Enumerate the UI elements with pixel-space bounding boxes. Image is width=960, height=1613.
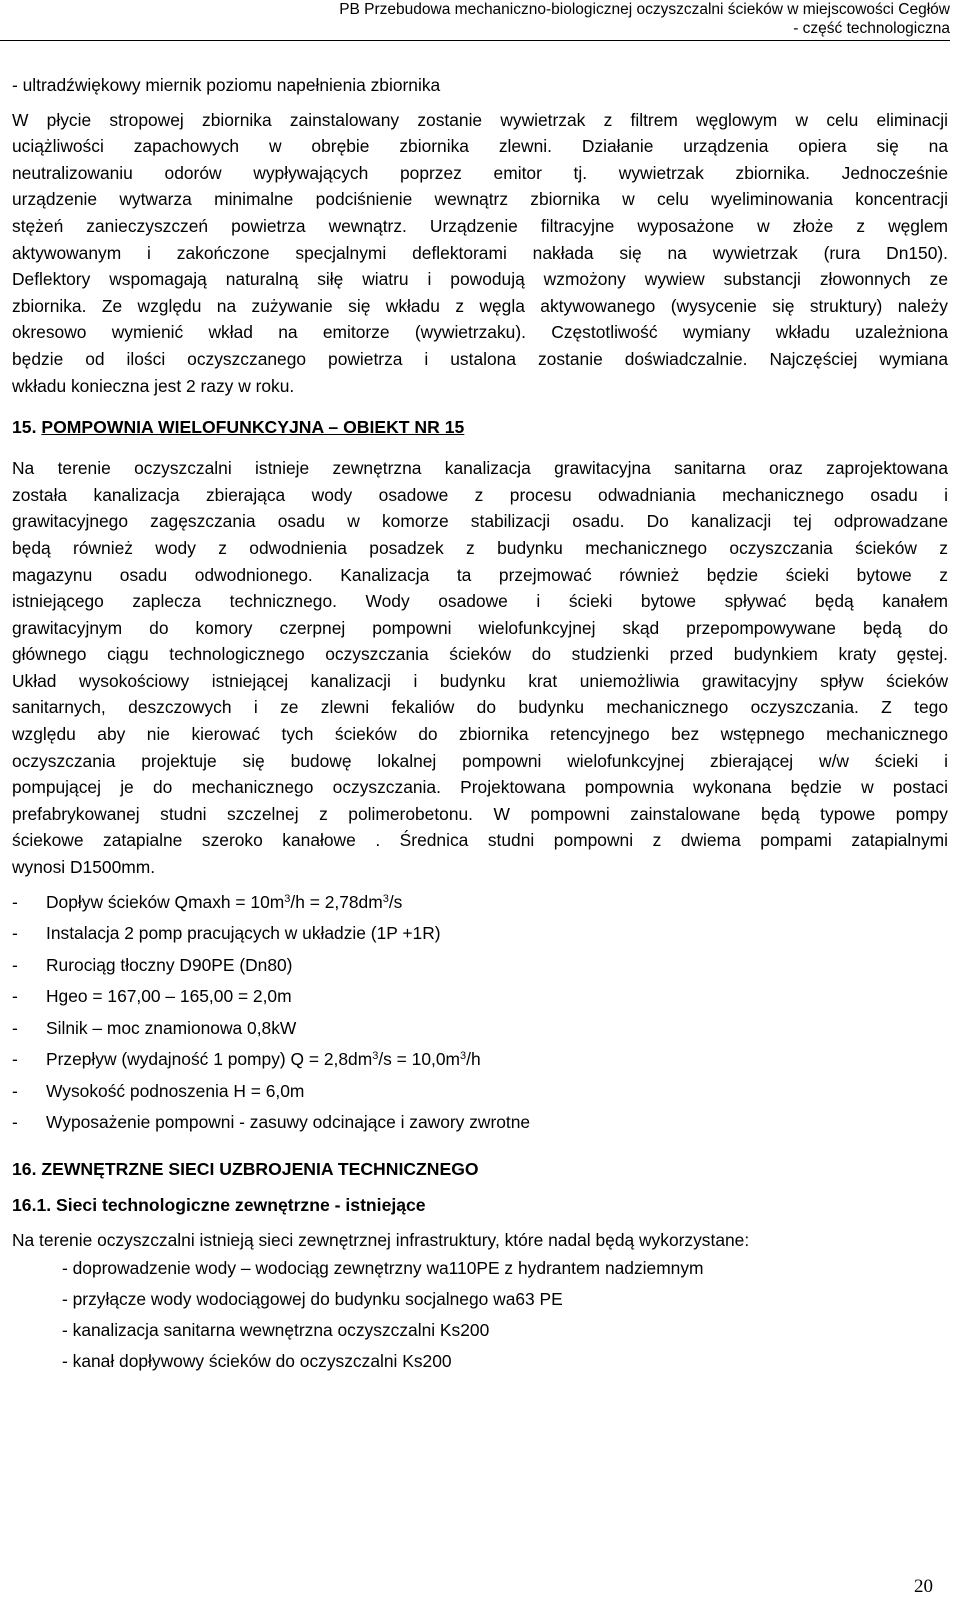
paragraph-line: prefabrykowanej studni szczelnej z polimerobetonu. W pompowni zainstalowane będą typowe pompy	[12, 803, 948, 824]
document-body	[12, 72, 948, 1377]
paragraph-line: neutralizowaniu odorów wypływających poprzez emitor tj. wywietrzak zbiornika. Jednocześnie	[12, 162, 948, 183]
paragraph-line: sanitarnych, deszczowych i ze zlewni fekaliów do budynku mechanicznego oczyszczania. Z tego	[12, 697, 948, 718]
network-list	[12, 1253, 948, 1377]
paragraph-line: urządzenie wytwarza minimalne podciśnienie wewnątrz zbiornika w celu wyeliminowania koncentracji	[12, 189, 948, 210]
paragraph-line: magazynu osadu odwodnionego. Kanalizacja ta przejmować również będzie ścieki bytowe z	[12, 564, 948, 585]
list-item	[12, 952, 948, 978]
spec-list	[12, 889, 948, 1136]
list-dash: -	[12, 1049, 18, 1070]
paragraph-line: aktywowanym i zakończone specjalnymi deflektorami nakłada się na wywietrzak (rura Dn150).	[12, 242, 948, 263]
list-item	[12, 1015, 948, 1041]
list-item	[12, 983, 948, 1009]
list-item-text: Wysokość podnoszenia H = 6,0m	[46, 1080, 305, 1101]
section-15-title: POMPOWNIA WIELOFUNKCYJNA – OBIEKT NR 15	[41, 417, 465, 438]
paragraph-line: W płycie stropowej zbiornika zainstalowany zostanie wywietrzak z filtrem węglowym w celu eliminacji	[12, 109, 948, 130]
section-15-heading	[12, 413, 948, 441]
page-header	[0, 0, 950, 41]
paragraph-line: będzie od ilości oczyszczanego powietrza i ustalona zostanie doświadczalnie. Najczęściej wymiana	[12, 348, 948, 369]
list-item-text: Hgeo = 167,00 – 165,00 = 2,0m	[46, 986, 292, 1007]
list-item: - przyłącze wody wodociągowej do budynku socjalnego wa63 PE	[62, 1289, 563, 1310]
list-item-text: Rurociąg tłoczny D90PE (Dn80)	[46, 954, 293, 975]
paragraph-line: Układ wysokościowy istniejącej kanalizacji i budynku krat uniemożliwia grawitacyjny spływ ścieków	[12, 670, 948, 691]
paragraph-line: oczyszczania projektuje się budowę lokalnej pompowni wielofunkcyjnej zbierającej w/w ścieki i	[12, 750, 948, 771]
list-dash: -	[12, 954, 18, 975]
paragraph-line: okresowo wymienić wkład na emitorze (wywietrzaku). Częstotliwość wymiany wkładu uzależniona	[12, 322, 948, 343]
paragraph-line: istniejącego zaplecza technicznego. Wody osadowe i ścieki bytowe spływać będą kanałem	[12, 591, 948, 612]
paragraph-line: ściekowe zatapialne szeroko kanałowe . Średnica studni pompowni z dwiema pompami zatapialnymi	[12, 830, 948, 851]
paragraph-line: grawitacyjnym do komory czerpnej pompowni wielofunkcyjnej skąd przepompowywane będą do	[12, 617, 948, 638]
list-dash: -	[12, 1080, 18, 1101]
list-item: - kanalizacja sanitarna wewnętrzna oczyszczalni Ks200	[62, 1320, 490, 1341]
list-dash: -	[12, 1112, 18, 1133]
header-subtitle: - część technologiczna	[793, 20, 950, 37]
paragraph-line: grawitacyjnego zagęszczania osadu w komorze stabilizacji osadu. Do kanalizacji tej odprowadzane	[12, 511, 948, 532]
list-item-text: Dopływ ścieków $Qmaxh = 10m^3/h = 2,78dm^3/s$	[46, 891, 403, 912]
paragraph-line: pompującej je do mechanicznego oczyszczania. Projektowana pompownia wykonana będzie w postaci	[12, 777, 948, 798]
list-item: - kanał dopływowy ścieków do oczyszczalni Ks200	[62, 1351, 452, 1372]
section-16-1-heading: 16.1. Sieci technologiczne zewnętrzne - istniejące	[12, 1194, 426, 1215]
paragraph-pumping-station	[12, 455, 948, 881]
list-dash: -	[12, 986, 18, 1007]
paragraph-deodorizer	[12, 107, 948, 400]
paragraph-line: Deflektory wspomagają naturalną siłę wiatru i powodują wzmożony wywiew substancji złowonnych ze	[12, 269, 948, 290]
list-item	[12, 920, 948, 946]
paragraph-line: będą również wody z odwodnienia posadzek z budynku mechanicznego oczyszczania ścieków z	[12, 537, 948, 558]
list-item	[12, 1046, 948, 1072]
paragraph-line: została kanalizacja zbierająca wody osadowe z procesu odwadniania mechanicznego osadu i	[12, 484, 948, 505]
paragraph-line: wkładu konieczna jest 2 razy w roku.	[12, 375, 295, 396]
paragraph-line: głównego ciągu technologicznego oczyszczania ścieków do studzienki przed budynkiem kraty gęstej.	[12, 644, 948, 665]
paragraph-line: Na terenie oczyszczalni istnieje zewnętrzna kanalizacja grawitacyjna sanitarna oraz zaprojektowana	[12, 458, 948, 479]
list-item	[12, 1078, 948, 1104]
paragraph-line: uciążliwości zapachowych w obrębie zbiornika zlewni. Działanie urządzenia opiera się na	[12, 136, 948, 157]
list-item	[12, 889, 948, 915]
list-item-text: Instalacja 2 pomp pracujących w układzie (1P +1R)	[46, 923, 441, 944]
list-item: - doprowadzenie wody – wodociąg zewnętrzny wa110PE z hydrantem nadziemnym	[62, 1258, 704, 1279]
list-item-text: Przepływ (wydajność 1 pompy) $Q = 2,8dm^3/s = 10,0m^3/h$	[46, 1049, 481, 1070]
list-item-text: Silnik – moc znamionowa 0,8kW	[46, 1017, 297, 1038]
list-dash: -	[12, 1017, 18, 1038]
paragraph-line: względu aby nie kierować tych ścieków do zbiornika retencyjnego bez wstępnego mechanicznego	[12, 724, 948, 745]
paragraph-line: stężeń zanieczyszczeń powietrza wewnątrz. Urządzenie filtracyjne wyposażone w złoże z węglem	[12, 215, 948, 236]
list-item-text: Wyposażenie pompowni - zasuwy odcinające i zawory zwrotne	[46, 1112, 531, 1133]
header-title: PB Przebudowa mechaniczno-biologicznej oczyszczalni ścieków w miejscowości Cegłów	[339, 1, 950, 18]
paragraph-line: wynosi D1500mm.	[12, 857, 156, 878]
list-dash: -	[12, 891, 18, 912]
page-number: 20	[914, 1576, 933, 1597]
intro-list-item: - ultradźwiękowy miernik poziomu napełnienia zbiornika	[12, 75, 441, 95]
list-item	[12, 1109, 948, 1135]
section-15-number: 15.	[12, 417, 37, 438]
section-16-heading: 16. ZEWNĘTRZNE SIECI UZBROJENIA TECHNICZNEGO	[12, 1158, 479, 1179]
list-dash: -	[12, 923, 18, 944]
section-16-intro: Na terenie oczyszczalni istnieją sieci zewnętrznej infrastruktury, które nadal będą wykorzystane:	[12, 1229, 750, 1250]
paragraph-line: zbiornika. Ze względu na zużywanie się wkładu z węgla aktywowanego (wysycenie się struktury) należy	[12, 295, 948, 316]
